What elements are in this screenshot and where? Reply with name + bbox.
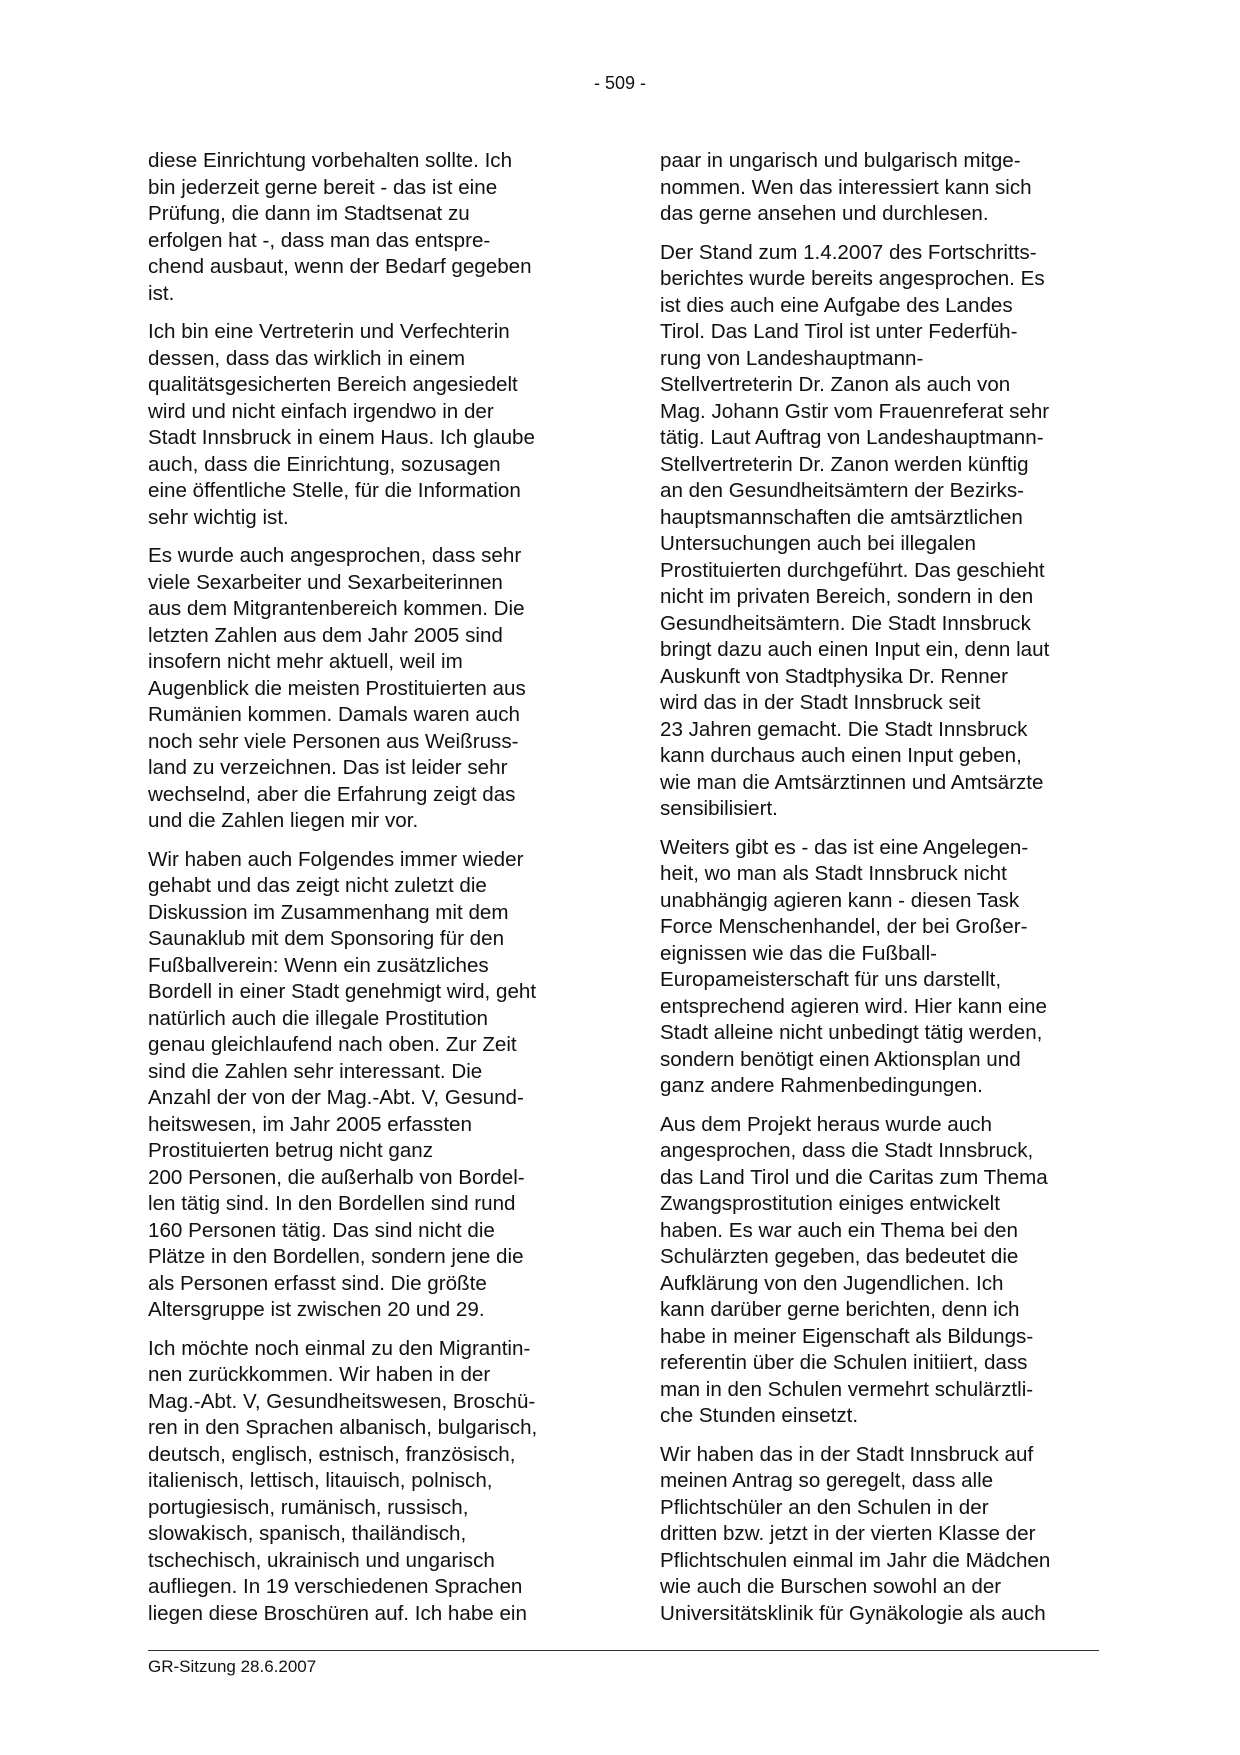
text-line: Fußballverein: Wenn ein zusätzliches bbox=[148, 953, 489, 977]
text-line: Ich bin eine Vertreterin und Verfechterin bbox=[148, 320, 510, 343]
text-line: noch sehr viele Personen aus Weißruss- bbox=[148, 729, 519, 753]
text-line: sind die Zahlen sehr interessant. Die bbox=[148, 1059, 483, 1083]
text-line: Rumänien kommen. Damals waren auch bbox=[148, 703, 520, 726]
text-line: gehabt und das zeigt nicht zuletzt die bbox=[148, 874, 487, 897]
text-line: italienisch, lettisch, litauisch, polnisch, bbox=[148, 1469, 493, 1492]
text-line: bringt dazu auch einen Input ein, denn laut bbox=[660, 638, 1050, 661]
text-line: man in den Schulen vermehrt schulärztli- bbox=[660, 1377, 1034, 1401]
text-line: aufliegen. In 19 verschiedenen Sprachen bbox=[148, 1575, 523, 1598]
text-line: Wir haben auch Folgendes immer wieder bbox=[148, 847, 524, 871]
text-line: Augenblick die meisten Prostituierten aus bbox=[148, 676, 526, 700]
text-line: an den Gesundheitsämtern der Bezirks- bbox=[660, 479, 1025, 502]
text-line: eine öffentliche Stelle, für die Information bbox=[148, 479, 521, 502]
text-line: deutsch, englisch, estnisch, französisch, bbox=[148, 1442, 516, 1466]
text-line: bin jederzeit gerne bereit - das ist eine bbox=[148, 175, 498, 199]
text-line: dessen, dass das wirklich in einem bbox=[148, 346, 466, 370]
text-line: liegen diese Broschüren auf. Ich habe ein bbox=[148, 1601, 527, 1625]
text-line: kann durchaus auch einen Input geben, bbox=[660, 744, 1022, 767]
text-line: aus dem Mitgrantenbereich kommen. Die bbox=[148, 597, 525, 620]
text-line: Europameisterschaft für uns darstellt, bbox=[660, 968, 1002, 991]
text-line: wird und nicht einfach irgendwo in der bbox=[148, 399, 494, 423]
text-line: Saunaklub mit dem Sponsoring für den bbox=[148, 927, 505, 950]
text-line: eignissen wie das die Fußball- bbox=[660, 941, 938, 965]
text-line: Stellvertreterin Dr. Zanon werden künftig bbox=[660, 452, 1029, 476]
text-line: und die Zahlen liegen mir vor. bbox=[148, 809, 419, 832]
text-line: dritten bzw. jetzt in der vierten Klasse der bbox=[660, 1522, 1036, 1545]
paragraph bbox=[148, 148, 588, 307]
text-line: viele Sexarbeiter und Sexarbeiterinnen bbox=[148, 570, 503, 594]
text-line: 200 Personen, die außerhalb von Bordel- bbox=[148, 1165, 525, 1189]
text-line: berichtes wurde bereits angesprochen. Es bbox=[660, 267, 1045, 290]
paragraph bbox=[660, 240, 1100, 823]
left-column bbox=[148, 148, 588, 1639]
text-line: referentin über die Schulen initiiert, dass bbox=[660, 1351, 1028, 1374]
text-line: unabhängig agieren kann - diesen Task bbox=[660, 888, 1020, 912]
paragraph bbox=[660, 148, 1100, 228]
text-line: angesprochen, dass die Stadt Innsbruck, bbox=[660, 1139, 1034, 1162]
text-line: Tirol. Das Land Tirol ist unter Federfüh- bbox=[660, 320, 1018, 343]
text-line: heit, wo man als Stadt Innsbruck nicht bbox=[660, 862, 1007, 885]
text-line: hauptsmannschaften die amtsärztlichen bbox=[660, 505, 1023, 529]
text-line: Altersgruppe ist zwischen 20 und 29. bbox=[148, 1298, 485, 1321]
text-line: Prostituierten betrug nicht ganz bbox=[148, 1139, 434, 1162]
text-line: wie man die Amtsärztinnen und Amtsärzte bbox=[660, 770, 1044, 794]
text-line: auch, dass die Einrichtung, sozusagen bbox=[148, 452, 501, 476]
text-line: insofern nicht mehr aktuell, weil im bbox=[148, 650, 463, 673]
text-line: Schulärzten gegeben, das bedeutet die bbox=[660, 1245, 1019, 1268]
paragraph bbox=[148, 319, 588, 531]
text-line: Auskunft von Stadtphysika Dr. Renner bbox=[660, 664, 1008, 688]
text-line: len tätig sind. In den Bordellen sind rund bbox=[148, 1192, 516, 1215]
text-line: Untersuchungen auch bei illegalen bbox=[660, 532, 976, 555]
text-line: kann darüber gerne berichten, denn ich bbox=[660, 1298, 1020, 1321]
text-line: nen zurückkommen. Wir haben in der bbox=[148, 1363, 491, 1386]
paragraph bbox=[660, 1442, 1100, 1628]
text-line: Force Menschenhandel, der bei Großer- bbox=[660, 915, 1028, 938]
text-line: letzten Zahlen aus dem Jahr 2005 sind bbox=[148, 623, 503, 647]
text-line: heitswesen, im Jahr 2005 erfassten bbox=[148, 1112, 472, 1136]
paragraph bbox=[148, 847, 588, 1324]
text-line: diese Einrichtung vorbehalten sollte. Ich bbox=[148, 149, 513, 172]
text-line: Pflichtschulen einmal im Jahr die Mädchen bbox=[660, 1548, 1051, 1572]
text-line: che Stunden einsetzt. bbox=[660, 1404, 859, 1427]
text-line: land zu verzeichnen. Das ist leider sehr bbox=[148, 756, 508, 779]
text-line: tschechisch, ukrainisch und ungarisch bbox=[148, 1548, 495, 1572]
text-line: sondern benötigt einen Aktionsplan und bbox=[660, 1047, 1021, 1071]
text-line: rung von Landeshauptmann- bbox=[660, 346, 924, 370]
text-line: Gesundheitsämtern. Die Stadt Innsbruck bbox=[660, 611, 1031, 635]
text-line: das gerne ansehen und durchlesen. bbox=[660, 202, 989, 225]
footer-session-date: GR-Sitzung 28.6.2007 bbox=[148, 1657, 317, 1676]
text-line: ren in den Sprachen albanisch, bulgarisch, bbox=[148, 1416, 538, 1439]
text-line: nommen. Wen das interessiert kann sich bbox=[660, 175, 1032, 199]
text-line: nicht im privaten Bereich, sondern in den bbox=[660, 585, 1034, 608]
text-line: slowakisch, spanisch, thailändisch, bbox=[148, 1522, 467, 1545]
paragraph bbox=[660, 835, 1100, 1100]
text-line: das Land Tirol und die Caritas zum Thema bbox=[660, 1165, 1048, 1189]
text-line: chend ausbaut, wenn der Bedarf gegeben bbox=[148, 255, 532, 278]
right-column bbox=[660, 148, 1100, 1639]
text-line: portugiesisch, rumänisch, russisch, bbox=[148, 1495, 469, 1519]
text-line: Universitätsklinik für Gynäkologie als auch bbox=[660, 1601, 1046, 1625]
text-line: Prostituierten durchgeführt. Das geschieht bbox=[660, 558, 1045, 582]
text-line: Diskussion im Zusammenhang mit dem bbox=[148, 900, 509, 924]
text-line: natürlich auch die illegale Prostitution bbox=[148, 1006, 488, 1030]
text-line: 23 Jahren gemacht. Die Stadt Innsbruck bbox=[660, 717, 1028, 741]
footer-divider bbox=[148, 1650, 1099, 1651]
text-line: Weiters gibt es - das ist eine Angelegen- bbox=[660, 835, 1029, 859]
text-line: Stadt Innsbruck in einem Haus. Ich glaube bbox=[148, 426, 535, 449]
text-line: ist. bbox=[148, 281, 175, 305]
text-line: Wir haben das in der Stadt Innsbruck auf bbox=[660, 1442, 1034, 1466]
text-line: Plätze in den Bordellen, sondern jene die bbox=[148, 1245, 524, 1268]
text-line: paar in ungarisch und bulgarisch mitge- bbox=[660, 149, 1021, 172]
text-line: entsprechend agieren wird. Hier kann eine bbox=[660, 994, 1047, 1018]
text-line: Aus dem Projekt heraus wurde auch bbox=[660, 1112, 992, 1136]
text-line: tätig. Laut Auftrag von Landeshauptmann- bbox=[660, 426, 1044, 449]
text-line: Zwangsprostitution einiges entwickelt bbox=[660, 1192, 1000, 1215]
text-line: Der Stand zum 1.4.2007 des Fortschritts- bbox=[660, 240, 1037, 264]
text-line: meinen Antrag so geregelt, dass alle bbox=[660, 1469, 994, 1492]
paragraph bbox=[148, 543, 588, 835]
text-line: Es wurde auch angesprochen, dass sehr bbox=[148, 544, 522, 567]
text-line: Mag. Johann Gstir vom Frauenreferat sehr bbox=[660, 399, 1050, 423]
text-line: sensibilisiert. bbox=[660, 797, 778, 820]
text-line: Anzahl der von der Mag.-Abt. V, Gesund- bbox=[148, 1086, 524, 1109]
text-line: Stellvertreterin Dr. Zanon als auch von bbox=[660, 373, 1011, 396]
text-line: erfolgen hat -, dass man das entspre- bbox=[148, 228, 491, 252]
text-line: Aufklärung von den Jugendlichen. Ich bbox=[660, 1271, 1004, 1295]
text-line: 160 Personen tätig. Das sind nicht die bbox=[148, 1218, 495, 1242]
paragraph bbox=[660, 1112, 1100, 1430]
text-line: Ich möchte noch einmal zu den Migrantin- bbox=[148, 1336, 531, 1360]
paragraph bbox=[148, 1336, 588, 1628]
text-line: wie auch die Burschen sowohl an der bbox=[660, 1575, 1002, 1598]
text-line: ganz andere Rahmenbedingungen. bbox=[660, 1074, 983, 1097]
text-line: haben. Es war auch ein Thema bei den bbox=[660, 1218, 1018, 1242]
text-line: Mag.-Abt. V, Gesundheitswesen, Broschü- bbox=[148, 1389, 536, 1413]
text-line: Prüfung, die dann im Stadtsenat zu bbox=[148, 202, 470, 225]
text-line: qualitätsgesicherten Bereich angesiedelt bbox=[148, 373, 518, 396]
page-number: - 509 - bbox=[593, 73, 647, 93]
text-line: genau gleichlaufend nach oben. Zur Zeit bbox=[148, 1033, 517, 1056]
text-line: als Personen erfasst sind. Die größte bbox=[148, 1271, 487, 1295]
text-line: wird das in der Stadt Innsbruck seit bbox=[660, 691, 981, 714]
text-line: wechselnd, aber die Erfahrung zeigt das bbox=[148, 782, 516, 806]
text-line: ist dies auch eine Aufgabe des Landes bbox=[660, 293, 1013, 317]
text-line: Bordell in einer Stadt genehmigt wird, geht bbox=[148, 980, 537, 1003]
text-line: habe in meiner Eigenschaft als Bildungs- bbox=[660, 1324, 1034, 1348]
text-line: Pflichtschüler an den Schulen in der bbox=[660, 1495, 989, 1519]
text-line: sehr wichtig ist. bbox=[148, 505, 289, 529]
text-line: Stadt alleine nicht unbedingt tätig werden, bbox=[660, 1021, 1043, 1044]
